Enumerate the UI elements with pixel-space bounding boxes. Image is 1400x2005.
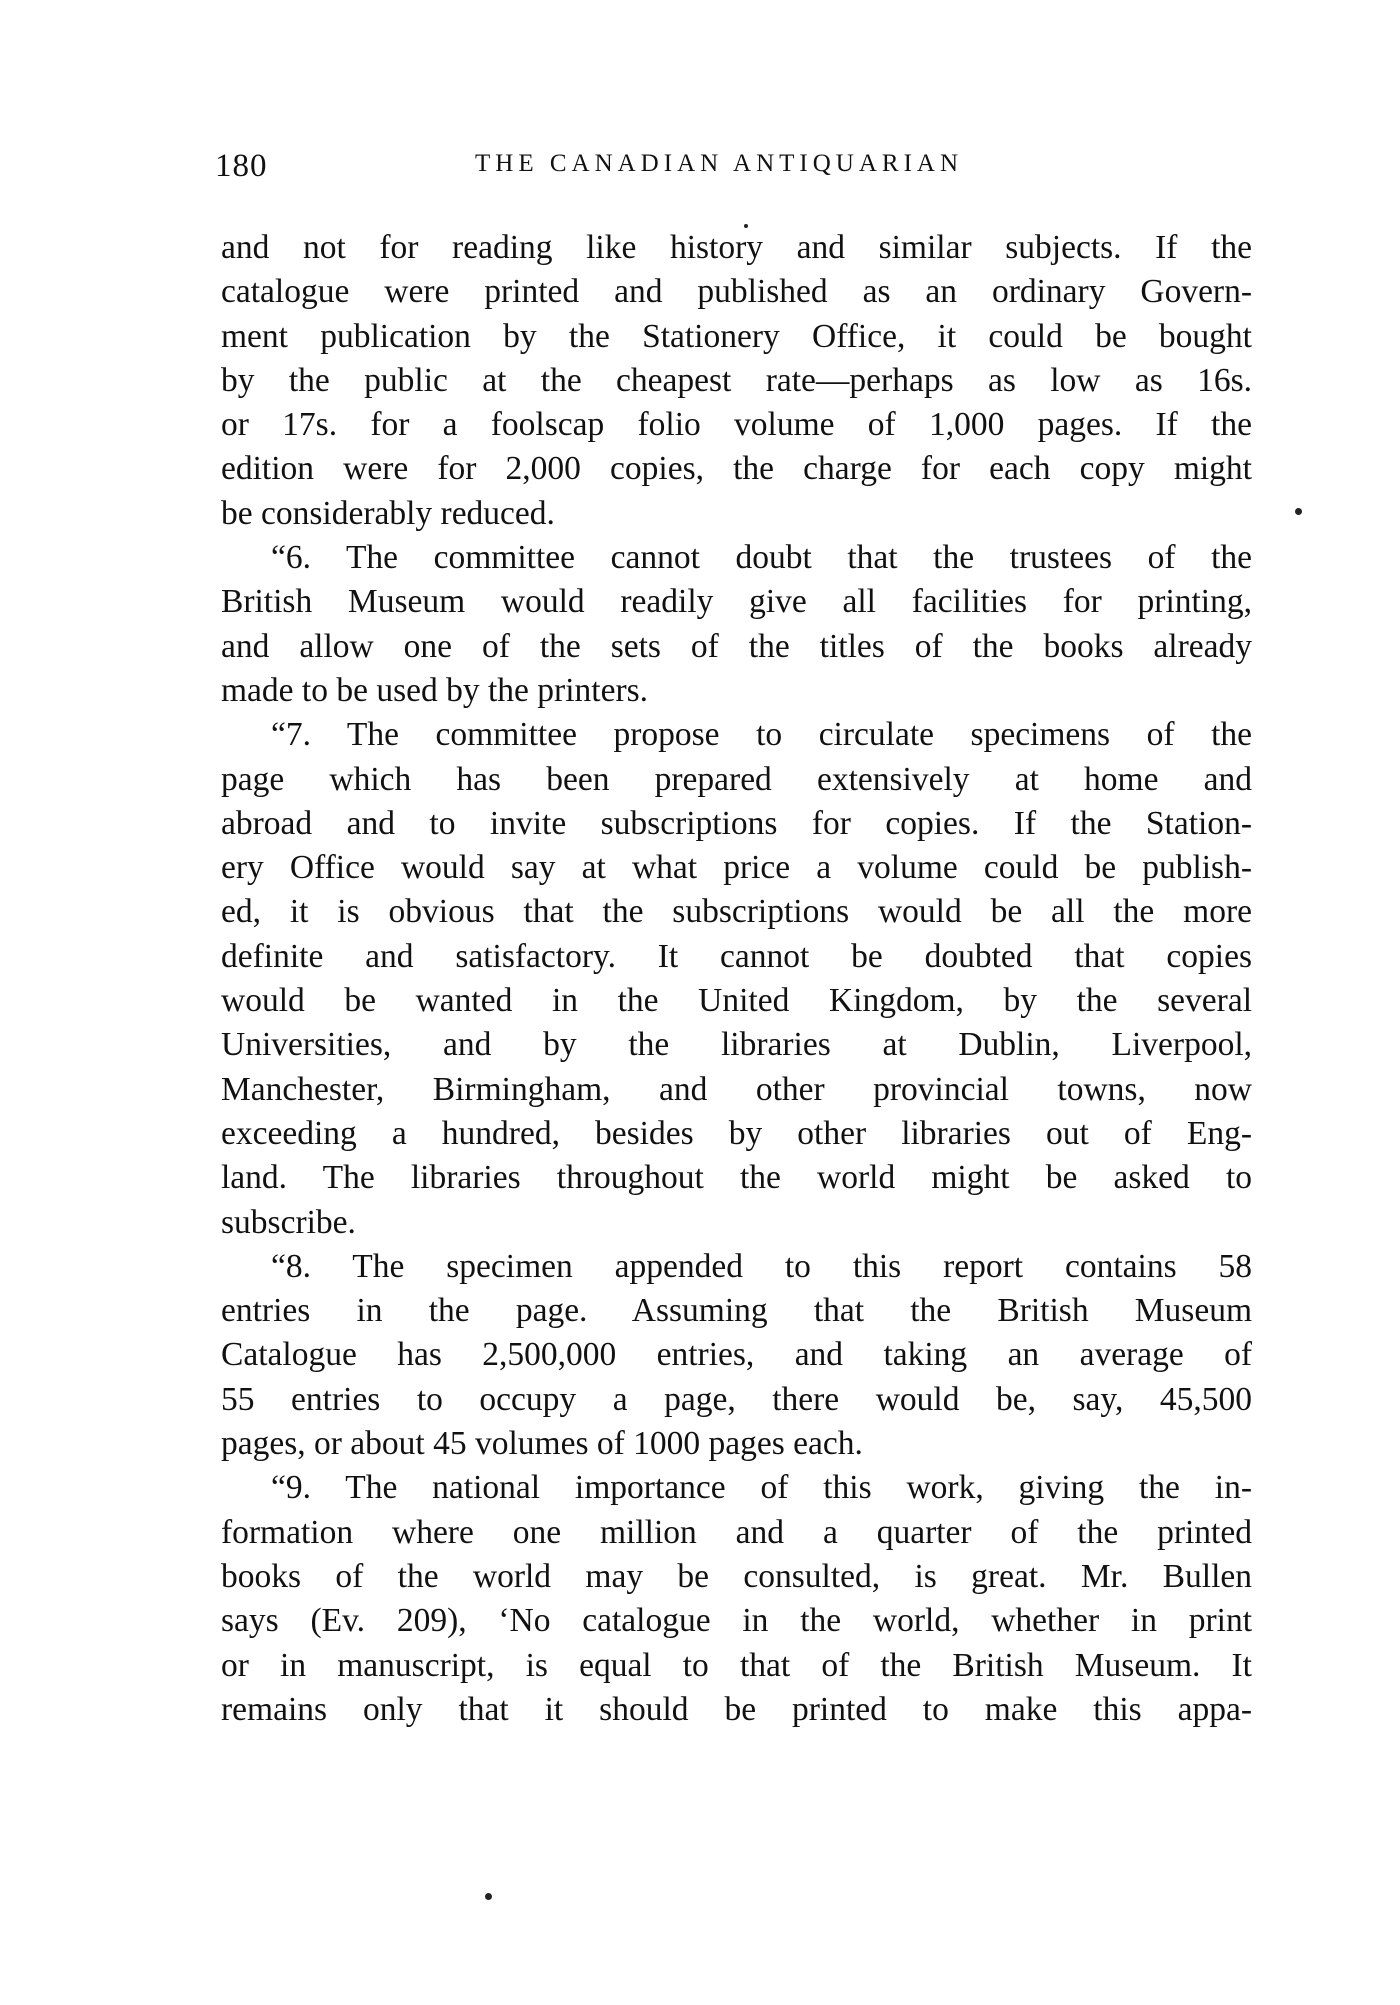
text-line: or in manuscript, is equal to that of the British Museum. It	[221, 1646, 1252, 1684]
text-line: Universities, and by the libraries at Dublin, Liverpool,	[221, 1026, 1252, 1064]
text-line: books of the world may be consulted, is great. Mr. Bullen	[221, 1557, 1252, 1595]
text-line: Catalogue has 2,500,000 entries, and taking an average of	[221, 1336, 1252, 1374]
text-line: ment publication by the Stationery Office, it could be bought	[221, 317, 1252, 355]
text-line: definite and satisfactory. It cannot be doubted that copies	[221, 937, 1252, 975]
scan-speck	[1295, 508, 1302, 515]
text-line: entries in the page. Assuming that the British Museum	[221, 1292, 1252, 1330]
text-line: exceeding a hundred, besides by other libraries out of Eng-	[221, 1114, 1252, 1152]
text-line: subscribe.	[221, 1203, 356, 1241]
text-line: land. The libraries throughout the world might be asked to	[221, 1159, 1252, 1197]
text-line: would be wanted in the United Kingdom, by the several	[221, 982, 1252, 1020]
scan-speck	[744, 224, 748, 228]
text-line: page which has been prepared extensively at home and	[221, 760, 1252, 798]
body-text	[221, 226, 1252, 1732]
running-head	[215, 148, 1260, 188]
text-line: “6. The committee cannot doubt that the trustees of the	[271, 539, 1252, 577]
text-line: ery Office would say at what price a volume could be publish-	[221, 849, 1252, 887]
text-line: says (Ev. 209), ‘No catalogue in the world, whether in print	[221, 1602, 1252, 1640]
text-line: catalogue were printed and published as an ordinary Govern-	[221, 273, 1252, 311]
text-line: “8. The specimen appended to this report contains 58	[271, 1247, 1252, 1285]
text-line: abroad and to invite subscriptions for copies. If the Station-	[221, 804, 1252, 842]
page-number: 180	[215, 148, 268, 184]
text-line: ed, it is obvious that the subscriptions would be all the more	[221, 893, 1252, 931]
text-line: “7. The committee propose to circulate specimens of the	[271, 716, 1252, 754]
text-line: 55 entries to occupy a page, there would be, say, 45,500	[221, 1380, 1252, 1418]
text-line: and not for reading like history and similar subjects. If the	[221, 229, 1252, 266]
scan-speck	[485, 1893, 492, 1900]
running-title: THE CANADIAN ANTIQUARIAN	[475, 150, 964, 177]
text-line: “9. The national importance of this work, giving the in-	[271, 1469, 1252, 1507]
text-line: be considerably reduced.	[221, 494, 555, 532]
text-line: made to be used by the printers.	[221, 671, 649, 709]
text-line: edition were for 2,000 copies, the charge for each copy might	[221, 450, 1252, 488]
text-line: pages, or about 45 volumes of 1000 pages each.	[221, 1425, 863, 1463]
text-line: or 17s. for a foolscap folio volume of 1,000 pages. If the	[221, 406, 1252, 444]
text-line: formation where one million and a quarter of the printed	[221, 1513, 1252, 1551]
text-line: Manchester, Birmingham, and other provincial towns, now	[221, 1070, 1252, 1108]
text-line: remains only that it should be printed to make this appa-	[221, 1690, 1252, 1728]
text-line: British Museum would readily give all facilities for printing,	[221, 583, 1252, 621]
text-line: by the public at the cheapest rate—perhaps as low as 16s.	[221, 361, 1252, 399]
text-line: and allow one of the sets of the titles of the books already	[221, 627, 1252, 665]
